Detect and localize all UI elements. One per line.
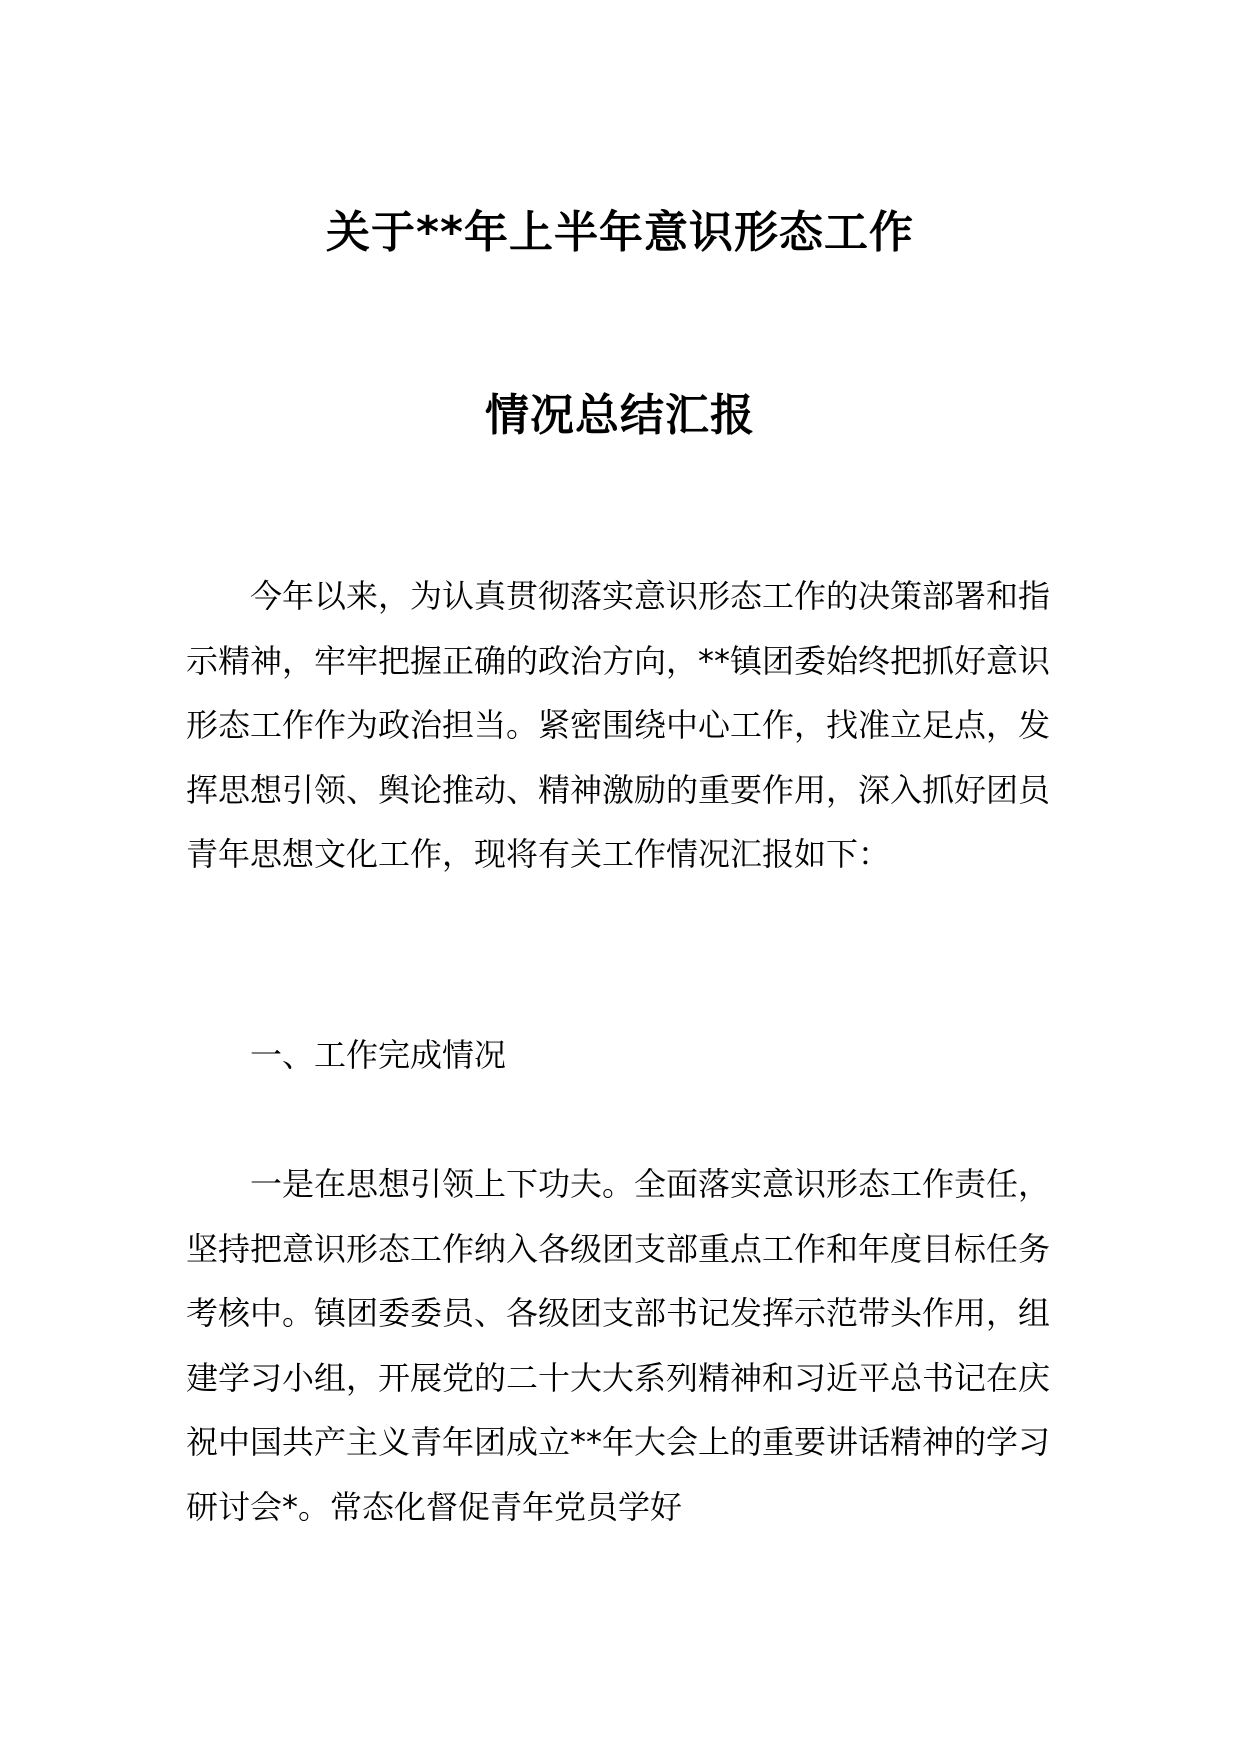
section-paragraph: 一是在思想引领上下功夫。全面落实意识形态工作责任，坚持把意识形态工作纳入各级团支部重点工作和年度目标任务考核中。镇团委委员、各级团支部书记发挥示范带头作用，组建学习小组，开展党的二十大大系列精神和习近平总书记在庆祝中国共产主义青年团成立**年大会上的重要讲话精神的学习研讨会*。常态化督促青年党员学好 [186, 1165, 1051, 1526]
document-title-line-1: 关于**年上半年意识形态工作 [325, 207, 915, 258]
intro-paragraph: 今年以来，为认真贯彻落实意识形态工作的决策部署和指示精神，牢牢把握正确的政治方向，**镇团委始终把抓好意识形态工作作为政治担当。紧密围绕中心工作，找准立足点，发挥思想引领、舆论推动、精神激励的重要作用，深入抓好团员青年思想文化工作，现将有关工作情况汇报如下： [186, 577, 1051, 873]
document-title-line-2: 情况总结汇报 [485, 390, 755, 441]
section-heading: 一、工作完成情况 [250, 1036, 507, 1074]
